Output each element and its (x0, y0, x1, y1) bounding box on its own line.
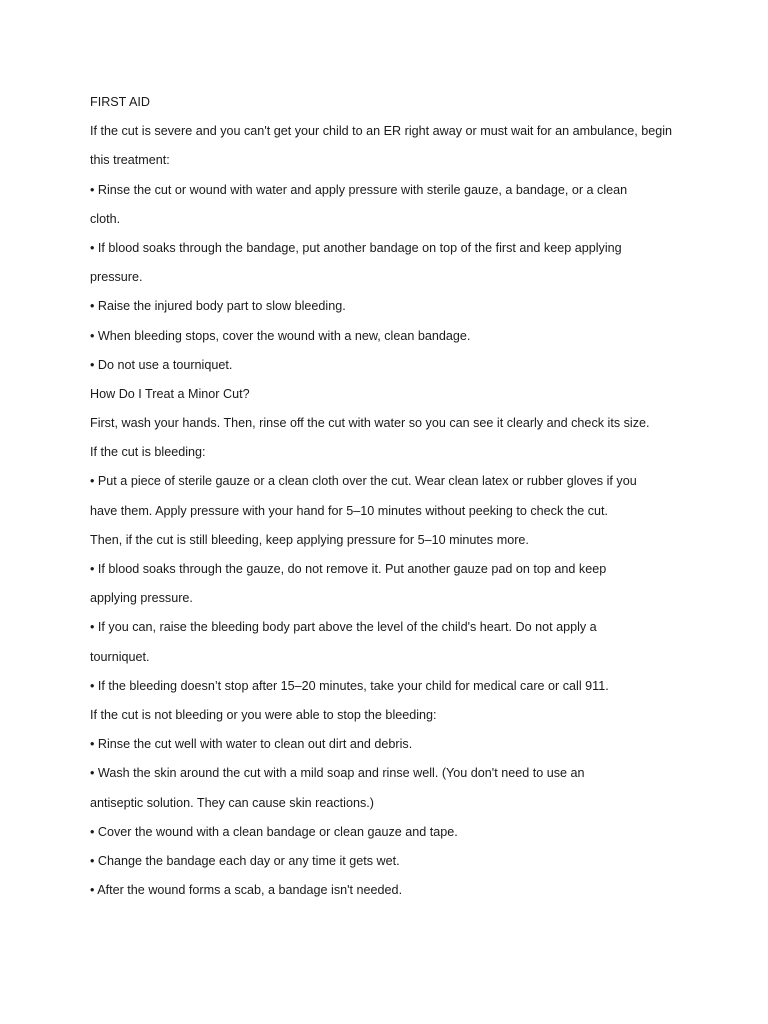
paragraph-line: First, wash your hands. Then, rinse off the cut with water so you can see it clearly and check its size. (90, 416, 650, 431)
bullet-line: • Put a piece of sterile gauze or a clean cloth over the cut. Wear clean latex or rubber gloves if you (90, 474, 637, 489)
bullet-line: • If the bleeding doesn’t stop after 15–20 minutes, take your child for medical care or call 911. (90, 678, 609, 693)
bullet-continuation-line: applying pressure. (90, 591, 193, 606)
paragraph-line: If the cut is bleeding: (90, 445, 206, 460)
bullet-continuation-line: tourniquet. (90, 649, 150, 664)
bullet-line: • If you can, raise the bleeding body part above the level of the child's heart. Do not apply a (90, 620, 597, 635)
bullet-continuation-line: pressure. (90, 270, 143, 285)
bullet-line: • Change the bandage each day or any time it gets wet. (90, 853, 400, 868)
bullet-line: • After the wound forms a scab, a bandage isn't needed. (90, 883, 403, 898)
bullet-line: • Rinse the cut well with water to clean out dirt and debris. (90, 737, 413, 752)
paragraph-line: this treatment: (90, 153, 170, 168)
bullet-continuation-line: cloth. (90, 211, 121, 226)
section-heading-first-aid: FIRST AID (90, 95, 150, 109)
section-heading-minor-cut: How Do I Treat a Minor Cut? (90, 386, 250, 401)
bullet-line: • Rinse the cut or wound with water and apply pressure with sterile gauze, a bandage, or a clean (90, 182, 628, 197)
bullet-line: • If blood soaks through the gauze, do not remove it. Put another gauze pad on top and keep (90, 562, 607, 576)
document-body (90, 88, 690, 905)
bullet-line: • Cover the wound with a clean bandage or clean gauze and tape. (90, 824, 458, 839)
bullet-line: • If blood soaks through the bandage, put another bandage on top of the first and keep applying (90, 240, 622, 255)
paragraph-line: If the cut is not bleeding or you were able to stop the bleeding: (90, 707, 437, 722)
bullet-line: • Do not use a tourniquet. (90, 357, 233, 372)
bullet-line: • When bleeding stops, cover the wound with a new, clean bandage. (90, 328, 471, 343)
bullet-continuation-line: antiseptic solution. They can cause skin reactions.) (90, 795, 374, 810)
bullet-continuation-line: have them. Apply pressure with your hand for 5–10 minutes without peeking to check the cut. (90, 503, 609, 518)
bullet-line: • Raise the injured body part to slow bleeding. (90, 299, 346, 314)
paragraph-line: Then, if the cut is still bleeding, keep applying pressure for 5–10 minutes more. (90, 532, 529, 547)
bullet-line: • Wash the skin around the cut with a mild soap and rinse well. (You don't need to use an (90, 766, 585, 781)
paragraph-line: If the cut is severe and you can't get your child to an ER right away or must wait for an ambulance, begin (90, 124, 673, 139)
